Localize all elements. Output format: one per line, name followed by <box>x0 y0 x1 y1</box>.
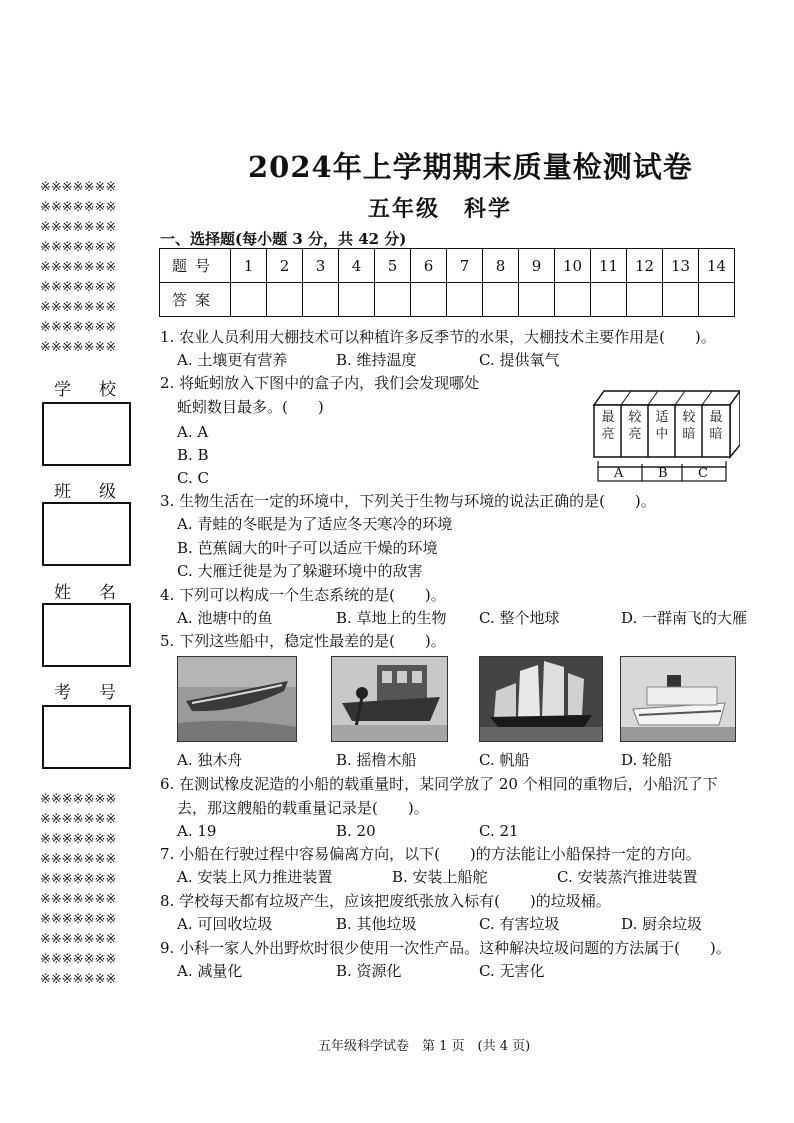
q4-option-d: D. 一群南飞的大雁 <box>621 609 748 627</box>
star-row: ※※※※※※※ <box>40 832 117 847</box>
answer-cell[interactable] <box>483 283 519 317</box>
q3-option-a: A. 青蛙的冬眠是为了适应冬天寒冷的环境 <box>177 515 453 533</box>
q8-option-b: B. 其他垃圾 <box>336 915 417 933</box>
star-row: ※※※※※※※ <box>40 260 117 275</box>
q9-option-a: A. 减量化 <box>177 962 243 980</box>
q4-option-a: A. 池塘中的鱼 <box>177 609 273 627</box>
school-field[interactable] <box>42 402 131 466</box>
question-2-line1: 2. 将蚯蚓放入下图中的盒子内，我们会发现哪处 <box>160 374 480 392</box>
question-number-cell: 13 <box>663 249 699 283</box>
box-label-medium: 适中 <box>655 410 669 442</box>
table-header-cell: 答案 <box>160 283 231 317</box>
steamship-image <box>620 656 736 742</box>
star-row: ※※※※※※※ <box>40 872 117 887</box>
answer-cell[interactable] <box>663 283 699 317</box>
star-row: ※※※※※※※ <box>40 812 117 827</box>
name-field[interactable] <box>42 603 131 667</box>
question-number-cell: 10 <box>555 249 591 283</box>
q6-option-c: C. 21 <box>479 822 519 840</box>
q8-option-d: D. 厨余垃圾 <box>621 915 703 933</box>
box-label-brightest: 最亮 <box>601 410 615 442</box>
q3-option-c: C. 大雁迁徙是为了躲避环境中的敌害 <box>177 562 423 580</box>
q7-option-c: C. 安装蒸汽推进装置 <box>557 868 698 886</box>
star-row: ※※※※※※※ <box>40 280 117 295</box>
class-label: 班 级 <box>54 482 116 502</box>
answer-cell[interactable] <box>303 283 339 317</box>
question-3: 3. 生物生活在一定的环境中，下列关于生物与环境的说法正确的是( )。 <box>160 492 656 510</box>
star-row: ※※※※※※※ <box>40 220 117 235</box>
group-label-a: A <box>614 466 624 481</box>
earthworm-box-diagram <box>590 387 740 482</box>
question-number-cell: 14 <box>699 249 735 283</box>
question-1: 1. 农业人员利用大棚技术可以种植许多反季节的水果，大棚技术主要作用是( )。 <box>160 328 716 346</box>
question-8: 8. 学校每天都有垃圾产生，应该把废纸张放入标有( )的垃圾桶。 <box>160 892 611 910</box>
answer-table <box>159 248 735 317</box>
question-number-cell: 1 <box>231 249 267 283</box>
page-footer: 五年级科学试卷 第 1 页 (共 4 页) <box>318 1039 531 1054</box>
question-4: 4. 下列可以构成一个生态系统的是( )。 <box>160 586 446 604</box>
question-number-cell: 7 <box>447 249 483 283</box>
q2-option-b: B. B <box>177 446 209 464</box>
q2-option-a: A. A <box>177 423 209 441</box>
star-row: ※※※※※※※ <box>40 340 117 355</box>
answer-cell[interactable] <box>519 283 555 317</box>
q9-option-c: C. 无害化 <box>479 962 545 980</box>
name-label: 姓 名 <box>54 583 116 603</box>
q6-option-b: B. 20 <box>336 822 376 840</box>
q9-option-b: B. 资源化 <box>336 962 402 980</box>
question-number-cell: 12 <box>627 249 663 283</box>
q6-option-a: A. 19 <box>177 822 217 840</box>
q8-option-c: C. 有害垃圾 <box>479 915 560 933</box>
exam-number-label: 考 号 <box>54 683 116 703</box>
star-row: ※※※※※※※ <box>40 300 117 315</box>
table-header-cell: 题号 <box>160 249 231 283</box>
question-6-line2: 去，那这艘船的载重量记录是( )。 <box>177 799 429 817</box>
q7-option-a: A. 安装上风力推进装置 <box>177 868 333 886</box>
question-number-cell: 2 <box>267 249 303 283</box>
answer-cell[interactable] <box>447 283 483 317</box>
box-label-darkest: 最暗 <box>709 410 723 442</box>
q5-option-b: B. 摇橹木船 <box>336 751 417 769</box>
table-row <box>160 283 735 317</box>
q5-option-c: C. 帆船 <box>479 751 530 769</box>
canoe-image <box>177 656 297 742</box>
school-label: 学 校 <box>54 380 116 400</box>
q5-option-d: D. 轮船 <box>621 751 673 769</box>
question-number-cell: 5 <box>375 249 411 283</box>
rowing-boat-image <box>331 656 448 742</box>
question-number-cell: 3 <box>303 249 339 283</box>
q7-option-b: B. 安装上船舵 <box>392 868 488 886</box>
star-row: ※※※※※※※ <box>40 180 117 195</box>
star-row: ※※※※※※※ <box>40 792 117 807</box>
class-field[interactable] <box>42 502 131 566</box>
answer-cell[interactable] <box>555 283 591 317</box>
canoe-svg <box>178 657 296 741</box>
star-row: ※※※※※※※ <box>40 852 117 867</box>
question-number-cell: 9 <box>519 249 555 283</box>
steamship-svg <box>621 657 735 741</box>
star-row: ※※※※※※※ <box>40 932 117 947</box>
sidebar-stars-bottom <box>40 790 130 990</box>
q2-option-c: C. C <box>177 469 209 487</box>
table-row <box>160 249 735 283</box>
sailboat-image <box>479 656 603 742</box>
question-5: 5. 下列这些船中，稳定性最差的是( )。 <box>160 632 446 650</box>
group-label-b: B <box>658 466 668 481</box>
group-label-c: C <box>698 466 708 481</box>
q5-option-a: A. 独木舟 <box>177 751 243 769</box>
answer-cell[interactable] <box>627 283 663 317</box>
question-number-cell: 8 <box>483 249 519 283</box>
answer-cell[interactable] <box>411 283 447 317</box>
question-number-cell: 6 <box>411 249 447 283</box>
page-subtitle: 五年级 科学 <box>368 196 513 222</box>
question-number-cell: 4 <box>339 249 375 283</box>
page-title: 2024年上学期期末质量检测试卷 <box>248 150 693 184</box>
box-label-dark: 较暗 <box>682 410 696 442</box>
q4-option-b: B. 草地上的生物 <box>336 609 447 627</box>
star-row: ※※※※※※※ <box>40 200 117 215</box>
answer-cell[interactable] <box>339 283 375 317</box>
sailboat-svg <box>480 657 602 741</box>
star-row: ※※※※※※※ <box>40 912 117 927</box>
star-row: ※※※※※※※ <box>40 320 117 335</box>
q4-option-c: C. 整个地球 <box>479 609 560 627</box>
q1-option-b: B. 维持温度 <box>336 351 417 369</box>
q8-option-a: A. 可回收垃圾 <box>177 915 273 933</box>
answer-cell[interactable] <box>267 283 303 317</box>
question-number-cell: 11 <box>591 249 627 283</box>
question-6-line1: 6. 在测试橡皮泥造的小船的载重量时，某同学放了 20 个相同的重物后，小船沉了下 <box>160 775 718 793</box>
section-heading: 一、选择题(每小题 3 分，共 42 分) <box>160 230 407 248</box>
star-row: ※※※※※※※ <box>40 952 117 967</box>
q1-option-a: A. 土壤更有营养 <box>177 351 288 369</box>
box-label-bright: 较亮 <box>628 410 642 442</box>
question-2-line2: 蚯蚓数目最多。( ) <box>177 398 324 416</box>
rowing-boat-svg <box>332 657 447 741</box>
answer-cell[interactable] <box>699 283 735 317</box>
q3-option-b: B. 芭蕉阔大的叶子可以适应干燥的环境 <box>177 539 438 557</box>
q1-option-c: C. 提供氧气 <box>479 351 560 369</box>
answer-cell[interactable] <box>591 283 627 317</box>
question-9: 9. 小科一家人外出野炊时很少使用一次性产品。这种解决垃圾问题的方法属于( )。 <box>160 939 731 957</box>
exam-number-field[interactable] <box>42 705 131 769</box>
sidebar-stars-top <box>40 178 130 358</box>
answer-cell[interactable] <box>231 283 267 317</box>
answer-cell[interactable] <box>375 283 411 317</box>
question-7: 7. 小船在行驶过程中容易偏离方向，以下( )的方法能让小船保持一定的方向。 <box>160 845 701 863</box>
star-row: ※※※※※※※ <box>40 240 117 255</box>
star-row: ※※※※※※※ <box>40 892 117 907</box>
star-row: ※※※※※※※ <box>40 972 117 987</box>
